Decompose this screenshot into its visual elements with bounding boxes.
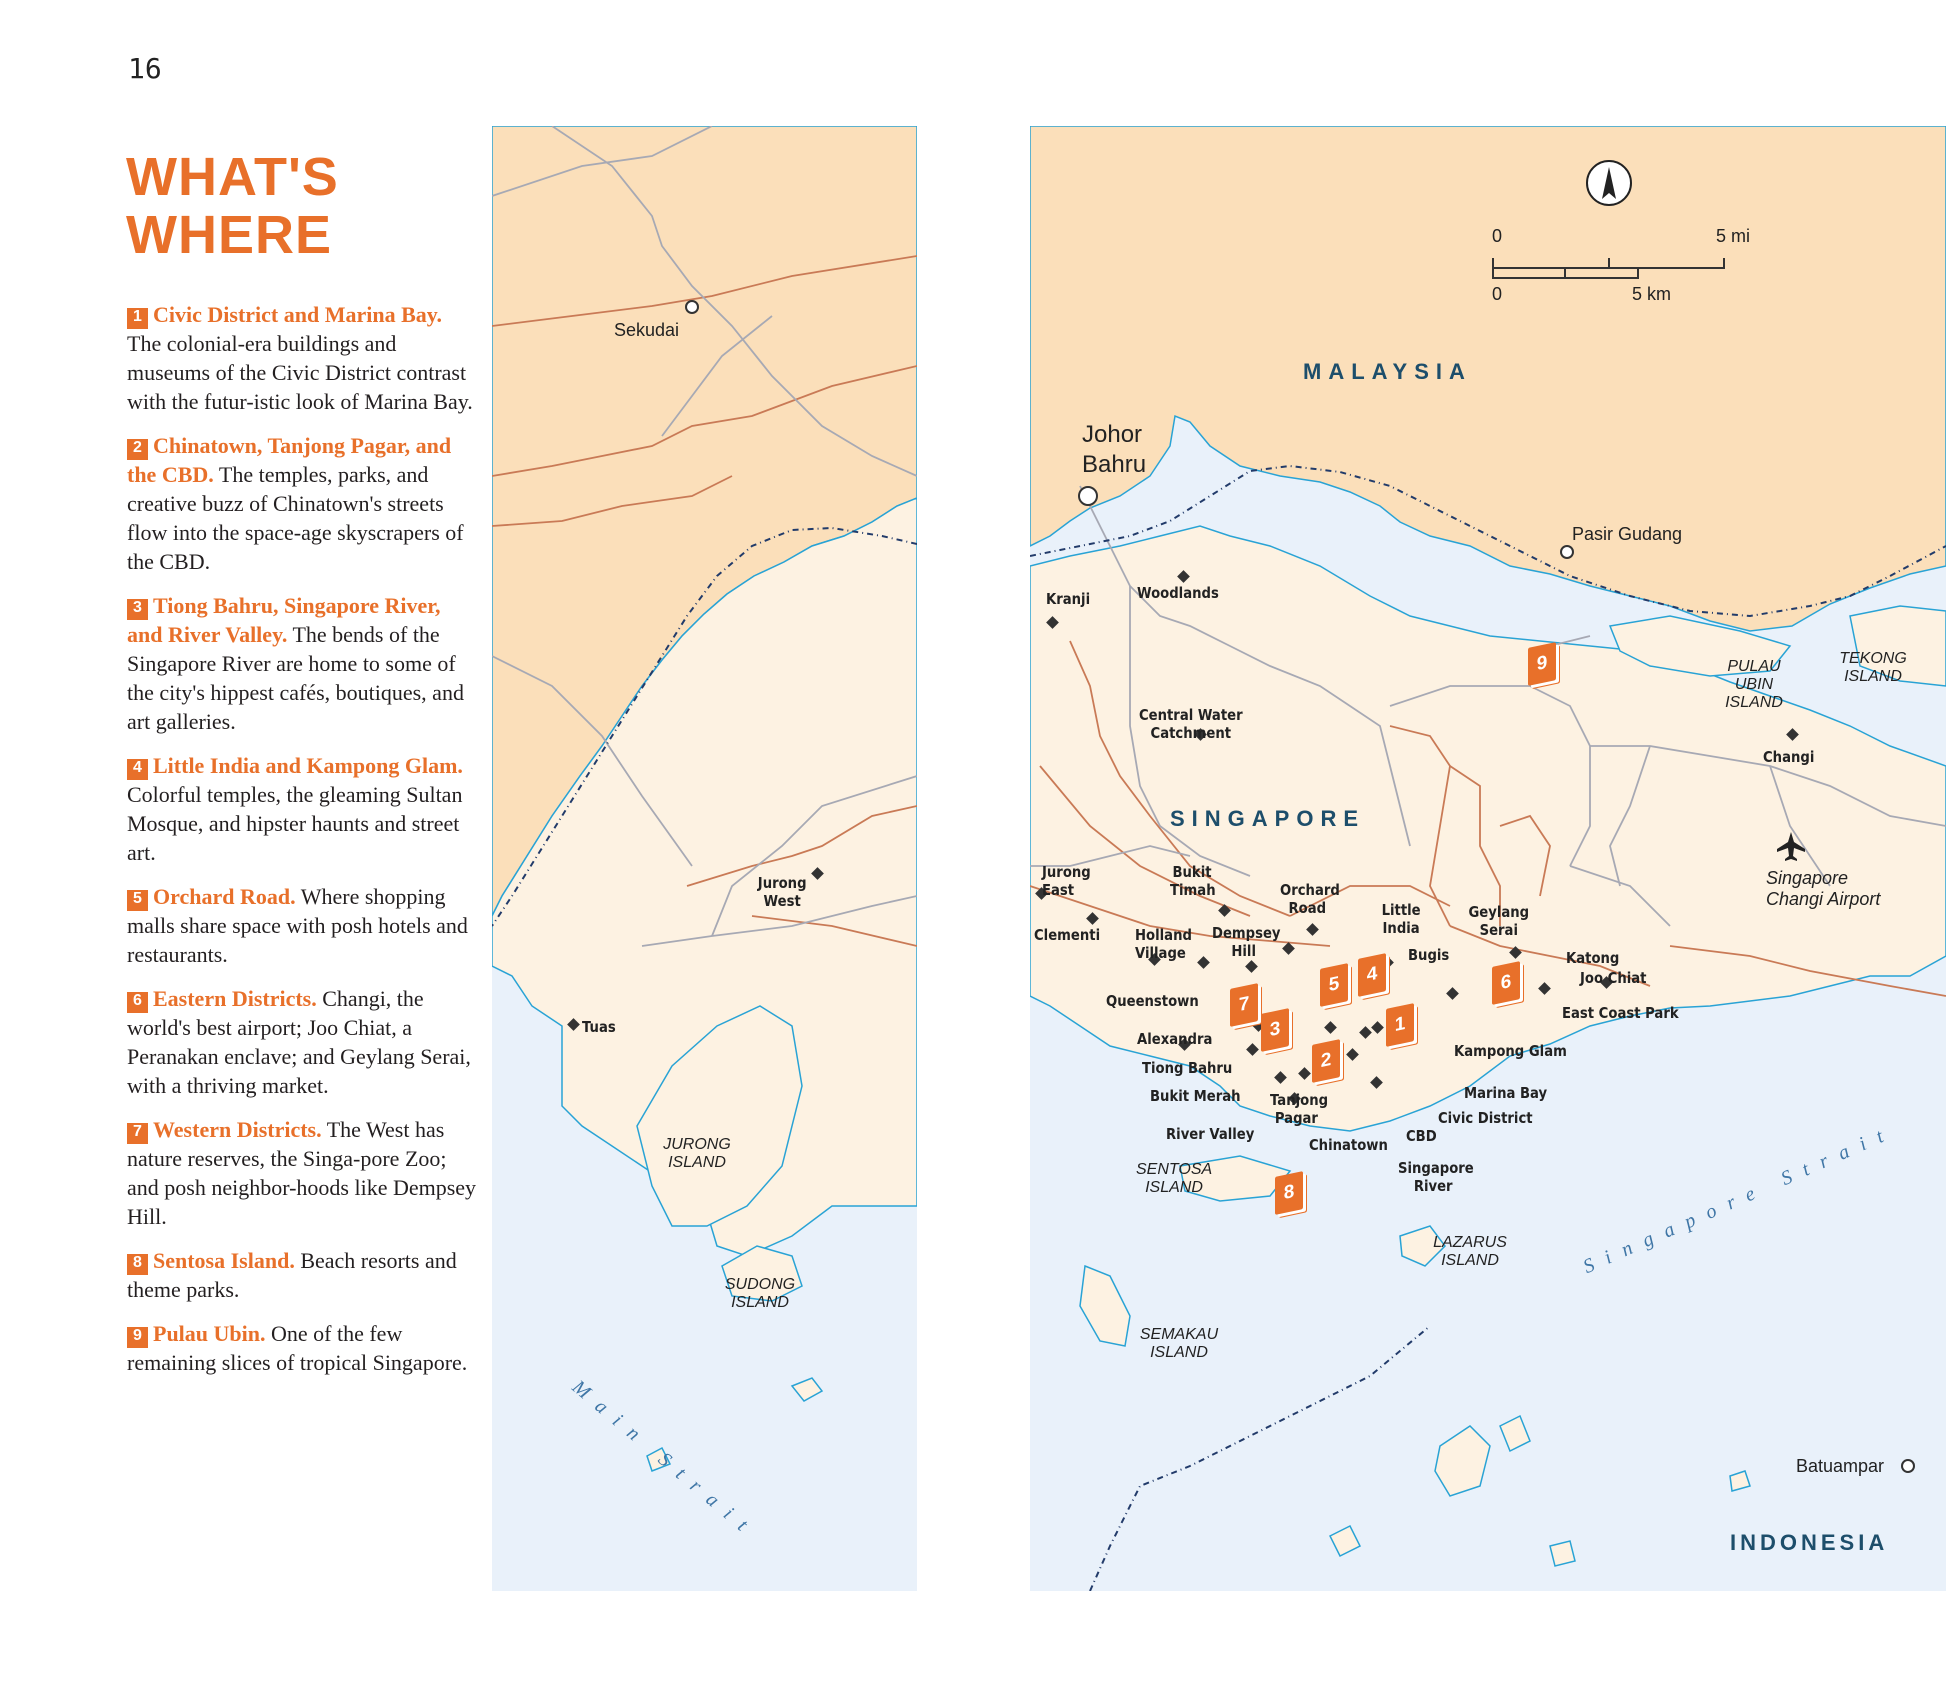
region-description: The West has nature reserves, the Singa-pore Zoo; and posh neighbor-hoods like Dempsey Hill. [127,1117,477,1229]
region-number: 3 [127,599,148,620]
region-list [127,300,479,1392]
region-description: One of the few remaining slices of tropical Singapore. [127,1321,468,1375]
scale-label-km-end: 5 km [1632,284,1672,304]
region-description: The bends of the Singapore River are home to some of the city's hippest cafés, boutiques, and art galleries. [127,622,464,734]
label-jurong-west: Jurong West [757,874,807,910]
label-batuampar: Batuampar [1796,1456,1885,1476]
label-bugis: Bugis [1408,946,1450,964]
label-changi-airport: Singapore Changi Airport [1766,868,1881,909]
region-marker-4[interactable]: 4 [1358,953,1386,997]
title-line-2: WHERE [126,205,332,265]
title-line-1: WHAT'S [126,147,339,207]
region-entry-2 [127,431,479,576]
singapore-map-graphic [1030,126,1946,1591]
region-description: Colorful temples, the gleaming Sultan Mosque, and hipster haunts and street art. [127,782,463,865]
label-malaysia: MALAYSIA [1303,359,1472,384]
scale-label-mi-end: 5 mi [1716,226,1751,246]
label-cbd: CBD [1406,1127,1437,1145]
label-kampong-glam: Kampong Glam [1454,1042,1567,1060]
label-marina-bay: Marina Bay [1464,1084,1548,1102]
region-heading: Sentosa Island. [153,1248,295,1273]
scale-label-km-start: 0 [1492,284,1503,304]
label-alexandra: Alexandra [1137,1030,1213,1048]
label-singapore-river: Singapore River [1398,1159,1474,1195]
label-semakau-island: SEMAKAU ISLAND [1139,1326,1219,1361]
region-entry-6 [127,984,479,1100]
label-sudong-island: SUDONG ISLAND [724,1276,796,1311]
region-marker-7[interactable]: 7 [1230,983,1258,1027]
region-heading: Orchard Road. [153,884,296,909]
region-heading: Eastern Districts. [153,986,317,1011]
label-tuas: Tuas [582,1018,616,1036]
region-marker-3[interactable]: 3 [1261,1008,1289,1052]
page-title [126,148,339,264]
indonesia-border-line [1090,1326,1430,1591]
region-number: 4 [127,759,148,780]
west-map-graphic [492,126,917,1591]
label-tanjong-pagar: Tanjong Pagar [1270,1091,1329,1127]
region-number: 8 [127,1254,148,1275]
label-jurong-island: JURONG ISLAND [663,1136,731,1171]
label-changi: Changi [1763,748,1815,766]
region-heading: Tiong Bahru, Singapore River, and River Valley. [127,593,441,647]
label-holland-village: Holland Village [1135,926,1192,962]
compass-icon [1586,160,1632,206]
region-entry-7 [127,1115,479,1231]
label-civic-district: Civic District [1438,1109,1533,1127]
region-marker-6[interactable]: 6 [1492,961,1520,1005]
label-woodlands: Woodlands [1137,584,1219,602]
region-marker-5[interactable]: 5 [1320,963,1348,1007]
label-tiong-bahru: Tiong Bahru [1142,1059,1233,1077]
label-clementi: Clementi [1034,926,1101,944]
region-entry-4 [127,751,479,867]
region-heading: Western Districts. [153,1117,322,1142]
region-description: The temples, parks, and creative buzz of Chinatown's streets flow into the space-age skyscrapers of the CBD. [127,462,464,574]
region-heading: Little India and Kampong Glam. [153,753,463,778]
label-sekudai: Sekudai [614,320,680,340]
singapore-map-panel[interactable] [1030,126,1946,1591]
label-joo-chiat: Joo Chiat [1580,969,1647,987]
region-marker-8[interactable]: 8 [1275,1171,1303,1215]
region-entry-8 [127,1246,479,1304]
region-description: Beach resorts and theme parks. [127,1248,457,1302]
label-pulau-ubin-island: PULAU UBIN ISLAND [1725,658,1783,711]
label-jurong-east: Jurong East [1042,863,1091,899]
label-bukit-merah: Bukit Merah [1150,1087,1241,1105]
label-bukit-timah: Bukit Timah [1170,863,1216,899]
region-marker-2[interactable]: 2 [1312,1039,1340,1083]
label-indonesia: INDONESIA [1730,1530,1889,1555]
region-marker-9[interactable]: 9 [1528,642,1556,686]
region-heading: Civic District and Marina Bay. [153,302,443,327]
city-circle-icon [1561,546,1573,558]
label-singapore-strait: Singapore Strait [1580,1120,1899,1279]
city-circle-icon [1902,1460,1914,1472]
region-heading: Pulau Ubin. [153,1321,266,1346]
label-sentosa-island: SENTOSA ISLAND [1136,1161,1213,1196]
region-number: 9 [127,1327,148,1348]
label-kranji: Kranji [1046,590,1091,608]
region-entry-5 [127,882,479,969]
label-dempsey-hill: Dempsey Hill [1212,924,1281,960]
label-queenstown: Queenstown [1106,992,1199,1010]
region-number: 6 [127,992,148,1013]
region-heading: Chinatown, Tanjong Pagar, and the CBD. [127,433,452,487]
label-katong: Katong [1566,949,1620,967]
region-entry-1 [127,300,479,416]
label-main-strait: Main Strait [567,1376,762,1544]
label-pasir-gudang: Pasir Gudang [1572,524,1683,544]
west-map-panel[interactable] [492,126,917,1591]
label-geylang-serai: Geylang Serai [1468,903,1530,939]
label-central-water-catchment: Central Water Catchment [1138,706,1243,742]
region-number: 7 [127,1123,148,1144]
label-chinatown: Chinatown [1309,1136,1388,1154]
label-johor-bahru: Johor Bahru [1082,421,1147,478]
label-little-india: Little India [1381,901,1421,937]
region-description: Where shopping malls share space with posh hotels and restaurants. [127,884,468,967]
region-marker-1[interactable]: 1 [1386,1003,1414,1047]
city-circle-icon [1079,487,1097,505]
region-number: 2 [127,439,148,460]
label-orchard-road: Orchard Road [1280,881,1340,917]
city-circle-icon [686,301,698,313]
region-number: 5 [127,890,148,911]
region-description: Changi, the world's best airport; Joo Chiat, a Peranakan enclave; and Geylang Serai, with a thriving market. [127,986,471,1098]
label-river-valley: River Valley [1166,1125,1255,1143]
label-lazarus-island: LAZARUS ISLAND [1433,1234,1507,1269]
page-number: 16 [128,52,162,85]
label-east-coast-park: East Coast Park [1562,1004,1679,1022]
label-singapore: SINGAPORE [1170,806,1366,831]
label-tekong-island: TEKONG ISLAND [1839,650,1907,685]
semakau-island [1080,1266,1130,1346]
region-description: The colonial-era buildings and museums of the Civic District contrast with the futur-istic look of Marina Bay. [127,331,473,414]
scale-label-mi-start: 0 [1492,226,1503,246]
region-entry-9 [127,1319,479,1377]
region-number: 1 [127,308,148,329]
region-entry-3 [127,591,479,736]
